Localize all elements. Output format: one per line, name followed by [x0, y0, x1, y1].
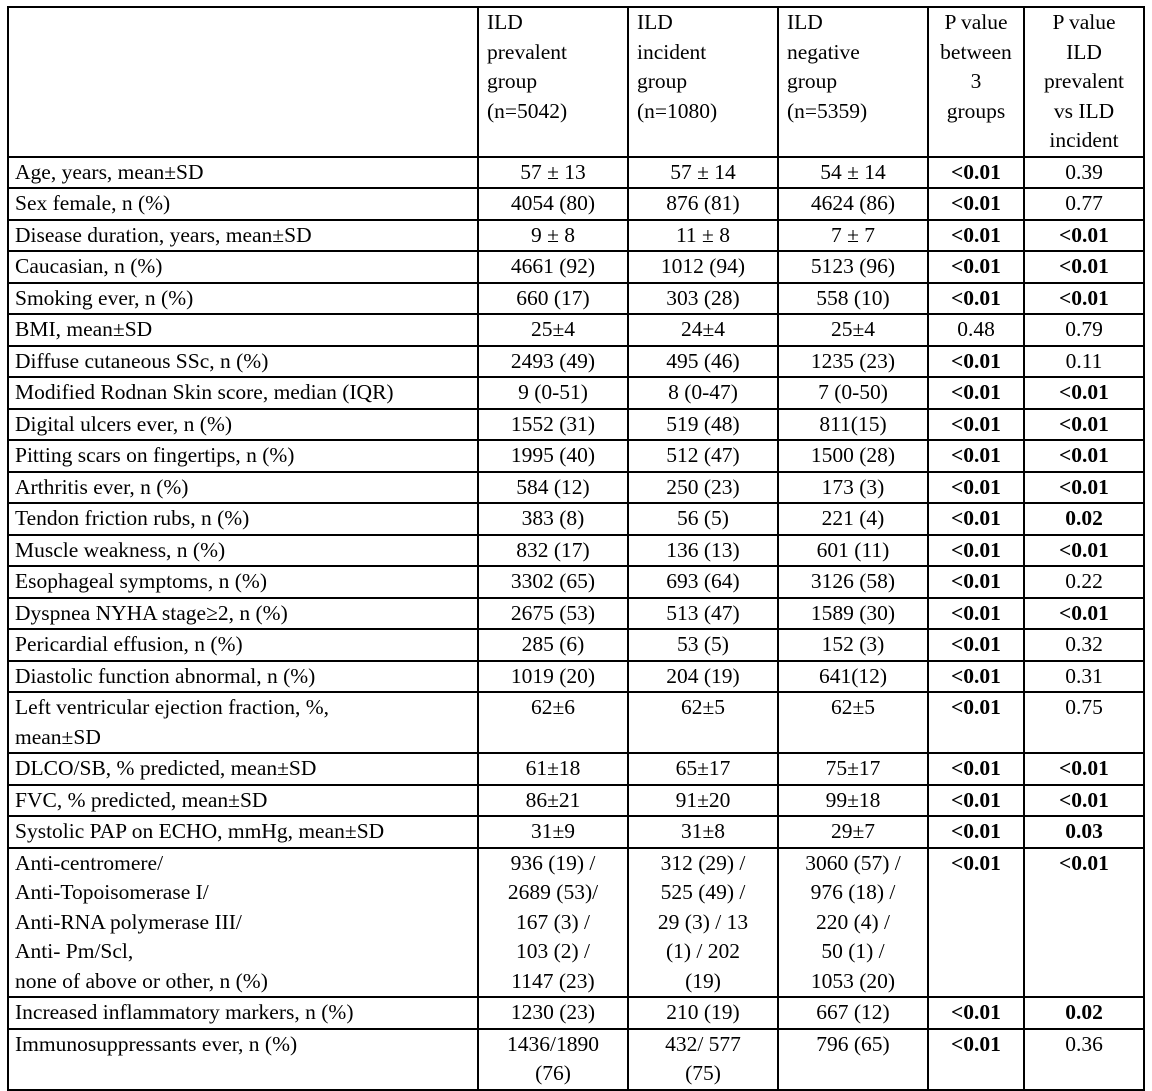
table-row	[8, 566, 1144, 598]
cell-ild-negative: 173 (3)	[778, 472, 928, 504]
table-row	[8, 535, 1144, 567]
cell-p-value-prevalent-vs-incident: <0.01	[1024, 472, 1144, 504]
cell-ild-incident: 250 (23)	[628, 472, 778, 504]
table-row	[8, 346, 1144, 378]
row-label: Arthritis ever, n (%)	[8, 472, 478, 504]
cell-ild-prevalent: 9 (0-51)	[478, 377, 628, 409]
cell-p-value-3-groups: <0.01	[928, 440, 1024, 472]
cell-ild-prevalent: 1019 (20)	[478, 661, 628, 693]
cell-p-value-3-groups: <0.01	[928, 283, 1024, 315]
cell-ild-incident: 312 (29) / 525 (49) / 29 (3) / 13 (1) / 202 (19)	[628, 848, 778, 998]
cell-p-value-3-groups: <0.01	[928, 346, 1024, 378]
table-row	[8, 157, 1144, 189]
cell-p-value-3-groups: <0.01	[928, 503, 1024, 535]
cell-ild-incident: 876 (81)	[628, 188, 778, 220]
cell-p-value-prevalent-vs-incident: <0.01	[1024, 251, 1144, 283]
table-row	[8, 661, 1144, 693]
cell-ild-negative: 4624 (86)	[778, 188, 928, 220]
cell-ild-prevalent: 61±18	[478, 753, 628, 785]
cell-ild-negative: 99±18	[778, 785, 928, 817]
cell-ild-prevalent: 62±6	[478, 692, 628, 753]
table-row	[8, 314, 1144, 346]
cell-p-value-3-groups: <0.01	[928, 785, 1024, 817]
cell-p-value-prevalent-vs-incident: <0.01	[1024, 377, 1144, 409]
row-label: Anti-centromere/ Anti-Topoisomerase I/ Anti-RNA polymerase III/ Anti- Pm/Scl, none of above or other, n (%)	[8, 848, 478, 998]
row-label: Immunosuppressants ever, n (%)	[8, 1029, 478, 1090]
cell-ild-incident: 31±8	[628, 816, 778, 848]
cell-ild-negative: 54 ± 14	[778, 157, 928, 189]
cell-p-value-prevalent-vs-incident: 0.36	[1024, 1029, 1144, 1090]
cell-p-value-3-groups: <0.01	[928, 753, 1024, 785]
cell-ild-prevalent: 57 ± 13	[478, 157, 628, 189]
cell-ild-prevalent: 660 (17)	[478, 283, 628, 315]
header-ild-prevalent: ILD prevalent group (n=5042)	[478, 7, 628, 157]
cell-ild-prevalent: 31±9	[478, 816, 628, 848]
table-header-row	[8, 7, 1144, 157]
cell-p-value-3-groups: <0.01	[928, 188, 1024, 220]
cell-p-value-3-groups: <0.01	[928, 409, 1024, 441]
cell-ild-prevalent: 2675 (53)	[478, 598, 628, 630]
cell-ild-prevalent: 1552 (31)	[478, 409, 628, 441]
cell-p-value-prevalent-vs-incident: <0.01	[1024, 283, 1144, 315]
cell-ild-prevalent: 936 (19) / 2689 (53)/ 167 (3) / 103 (2) / 1147 (23)	[478, 848, 628, 998]
cell-ild-negative: 641(12)	[778, 661, 928, 693]
cell-p-value-3-groups: <0.01	[928, 816, 1024, 848]
cell-ild-prevalent: 4661 (92)	[478, 251, 628, 283]
cell-p-value-prevalent-vs-incident: 0.02	[1024, 997, 1144, 1029]
table-row	[8, 503, 1144, 535]
cell-ild-negative: 25±4	[778, 314, 928, 346]
table-row	[8, 785, 1144, 817]
header-p-value-prevalent-vs-incident: P value ILD prevalent vs ILD incident	[1024, 7, 1144, 157]
table-row	[8, 692, 1144, 753]
table-row	[8, 997, 1144, 1029]
table-row	[8, 188, 1144, 220]
cell-ild-incident: 11 ± 8	[628, 220, 778, 252]
characteristics-table	[7, 6, 1145, 1091]
row-label: FVC, % predicted, mean±SD	[8, 785, 478, 817]
cell-ild-prevalent: 3302 (65)	[478, 566, 628, 598]
cell-ild-prevalent: 4054 (80)	[478, 188, 628, 220]
cell-p-value-3-groups: <0.01	[928, 661, 1024, 693]
cell-ild-incident: 136 (13)	[628, 535, 778, 567]
cell-ild-negative: 221 (4)	[778, 503, 928, 535]
cell-p-value-prevalent-vs-incident: 0.22	[1024, 566, 1144, 598]
cell-p-value-3-groups: <0.01	[928, 220, 1024, 252]
cell-ild-incident: 513 (47)	[628, 598, 778, 630]
cell-ild-negative: 7 (0-50)	[778, 377, 928, 409]
row-label: Pericardial effusion, n (%)	[8, 629, 478, 661]
cell-ild-negative: 601 (11)	[778, 535, 928, 567]
cell-ild-incident: 204 (19)	[628, 661, 778, 693]
cell-ild-prevalent: 584 (12)	[478, 472, 628, 504]
cell-p-value-3-groups: <0.01	[928, 566, 1024, 598]
row-label: Dyspnea NYHA stage≥2, n (%)	[8, 598, 478, 630]
row-label: Disease duration, years, mean±SD	[8, 220, 478, 252]
table-row	[8, 1029, 1144, 1090]
row-label: Digital ulcers ever, n (%)	[8, 409, 478, 441]
cell-p-value-prevalent-vs-incident: 0.39	[1024, 157, 1144, 189]
cell-ild-prevalent: 1436/1890 (76)	[478, 1029, 628, 1090]
row-label: Esophageal symptoms, n (%)	[8, 566, 478, 598]
cell-p-value-3-groups: <0.01	[928, 251, 1024, 283]
cell-ild-incident: 210 (19)	[628, 997, 778, 1029]
cell-p-value-prevalent-vs-incident: <0.01	[1024, 848, 1144, 998]
row-label: Modified Rodnan Skin score, median (IQR)	[8, 377, 478, 409]
cell-p-value-3-groups: <0.01	[928, 157, 1024, 189]
cell-ild-negative: 558 (10)	[778, 283, 928, 315]
table-row	[8, 440, 1144, 472]
header-variable	[8, 7, 478, 157]
cell-ild-negative: 1235 (23)	[778, 346, 928, 378]
cell-p-value-3-groups: <0.01	[928, 598, 1024, 630]
cell-ild-incident: 693 (64)	[628, 566, 778, 598]
cell-ild-prevalent: 1995 (40)	[478, 440, 628, 472]
row-label: DLCO/SB, % predicted, mean±SD	[8, 753, 478, 785]
table-row	[8, 220, 1144, 252]
cell-ild-negative: 29±7	[778, 816, 928, 848]
cell-ild-incident: 53 (5)	[628, 629, 778, 661]
cell-ild-negative: 796 (65)	[778, 1029, 928, 1090]
cell-ild-negative: 667 (12)	[778, 997, 928, 1029]
cell-ild-incident: 24±4	[628, 314, 778, 346]
table-row	[8, 753, 1144, 785]
cell-p-value-3-groups: 0.48	[928, 314, 1024, 346]
cell-p-value-prevalent-vs-incident: <0.01	[1024, 785, 1144, 817]
cell-ild-incident: 62±5	[628, 692, 778, 753]
cell-p-value-3-groups: <0.01	[928, 377, 1024, 409]
table-row	[8, 409, 1144, 441]
cell-p-value-prevalent-vs-incident: 0.11	[1024, 346, 1144, 378]
cell-ild-incident: 303 (28)	[628, 283, 778, 315]
row-label: BMI, mean±SD	[8, 314, 478, 346]
cell-ild-negative: 152 (3)	[778, 629, 928, 661]
cell-p-value-prevalent-vs-incident: <0.01	[1024, 409, 1144, 441]
cell-ild-prevalent: 832 (17)	[478, 535, 628, 567]
cell-ild-incident: 512 (47)	[628, 440, 778, 472]
cell-p-value-prevalent-vs-incident: <0.01	[1024, 220, 1144, 252]
row-label: Sex female, n (%)	[8, 188, 478, 220]
cell-ild-incident: 65±17	[628, 753, 778, 785]
cell-ild-incident: 56 (5)	[628, 503, 778, 535]
table-row	[8, 848, 1144, 998]
cell-p-value-prevalent-vs-incident: 0.31	[1024, 661, 1144, 693]
cell-p-value-3-groups: <0.01	[928, 629, 1024, 661]
row-label: Smoking ever, n (%)	[8, 283, 478, 315]
cell-p-value-prevalent-vs-incident: 0.02	[1024, 503, 1144, 535]
cell-ild-prevalent: 285 (6)	[478, 629, 628, 661]
row-label: Age, years, mean±SD	[8, 157, 478, 189]
cell-p-value-3-groups: <0.01	[928, 535, 1024, 567]
cell-p-value-prevalent-vs-incident: 0.32	[1024, 629, 1144, 661]
cell-p-value-prevalent-vs-incident: <0.01	[1024, 440, 1144, 472]
header-ild-incident: ILD incident group (n=1080)	[628, 7, 778, 157]
cell-ild-negative: 75±17	[778, 753, 928, 785]
cell-ild-incident: 495 (46)	[628, 346, 778, 378]
table-row	[8, 629, 1144, 661]
header-p-value-3-groups: P value between 3 groups	[928, 7, 1024, 157]
cell-ild-incident: 57 ± 14	[628, 157, 778, 189]
cell-ild-prevalent: 383 (8)	[478, 503, 628, 535]
cell-p-value-3-groups: <0.01	[928, 848, 1024, 998]
cell-ild-prevalent: 86±21	[478, 785, 628, 817]
cell-ild-prevalent: 25±4	[478, 314, 628, 346]
cell-ild-negative: 5123 (96)	[778, 251, 928, 283]
row-label: Muscle weakness, n (%)	[8, 535, 478, 567]
row-label: Left ventricular ejection fraction, %, mean±SD	[8, 692, 478, 753]
cell-ild-negative: 7 ± 7	[778, 220, 928, 252]
cell-ild-negative: 811(15)	[778, 409, 928, 441]
cell-ild-negative: 62±5	[778, 692, 928, 753]
cell-p-value-prevalent-vs-incident: <0.01	[1024, 535, 1144, 567]
row-label: Caucasian, n (%)	[8, 251, 478, 283]
cell-ild-incident: 8 (0-47)	[628, 377, 778, 409]
cell-p-value-3-groups: <0.01	[928, 692, 1024, 753]
cell-p-value-3-groups: <0.01	[928, 997, 1024, 1029]
cell-p-value-prevalent-vs-incident: 0.77	[1024, 188, 1144, 220]
table-row	[8, 816, 1144, 848]
row-label: Increased inflammatory markers, n (%)	[8, 997, 478, 1029]
row-label: Pitting scars on fingertips, n (%)	[8, 440, 478, 472]
cell-ild-incident: 91±20	[628, 785, 778, 817]
cell-ild-negative: 3126 (58)	[778, 566, 928, 598]
cell-ild-incident: 432/ 577 (75)	[628, 1029, 778, 1090]
cell-ild-incident: 519 (48)	[628, 409, 778, 441]
table-row	[8, 598, 1144, 630]
row-label: Diastolic function abnormal, n (%)	[8, 661, 478, 693]
cell-p-value-prevalent-vs-incident: 0.03	[1024, 816, 1144, 848]
row-label: Systolic PAP on ECHO, mmHg, mean±SD	[8, 816, 478, 848]
cell-p-value-prevalent-vs-incident: <0.01	[1024, 598, 1144, 630]
cell-ild-prevalent: 1230 (23)	[478, 997, 628, 1029]
cell-ild-negative: 1589 (30)	[778, 598, 928, 630]
cell-p-value-3-groups: <0.01	[928, 472, 1024, 504]
table-row	[8, 472, 1144, 504]
cell-ild-incident: 1012 (94)	[628, 251, 778, 283]
header-ild-negative: ILD negative group (n=5359)	[778, 7, 928, 157]
row-label: Tendon friction rubs, n (%)	[8, 503, 478, 535]
cell-p-value-prevalent-vs-incident: 0.79	[1024, 314, 1144, 346]
row-label: Diffuse cutaneous SSc, n (%)	[8, 346, 478, 378]
cell-ild-negative: 3060 (57) / 976 (18) / 220 (4) / 50 (1) / 1053 (20)	[778, 848, 928, 998]
cell-p-value-3-groups: <0.01	[928, 1029, 1024, 1090]
cell-ild-prevalent: 2493 (49)	[478, 346, 628, 378]
table-row	[8, 251, 1144, 283]
cell-ild-prevalent: 9 ± 8	[478, 220, 628, 252]
cell-ild-negative: 1500 (28)	[778, 440, 928, 472]
cell-p-value-prevalent-vs-incident: <0.01	[1024, 753, 1144, 785]
cell-p-value-prevalent-vs-incident: 0.75	[1024, 692, 1144, 753]
table-row	[8, 283, 1144, 315]
table-row	[8, 377, 1144, 409]
